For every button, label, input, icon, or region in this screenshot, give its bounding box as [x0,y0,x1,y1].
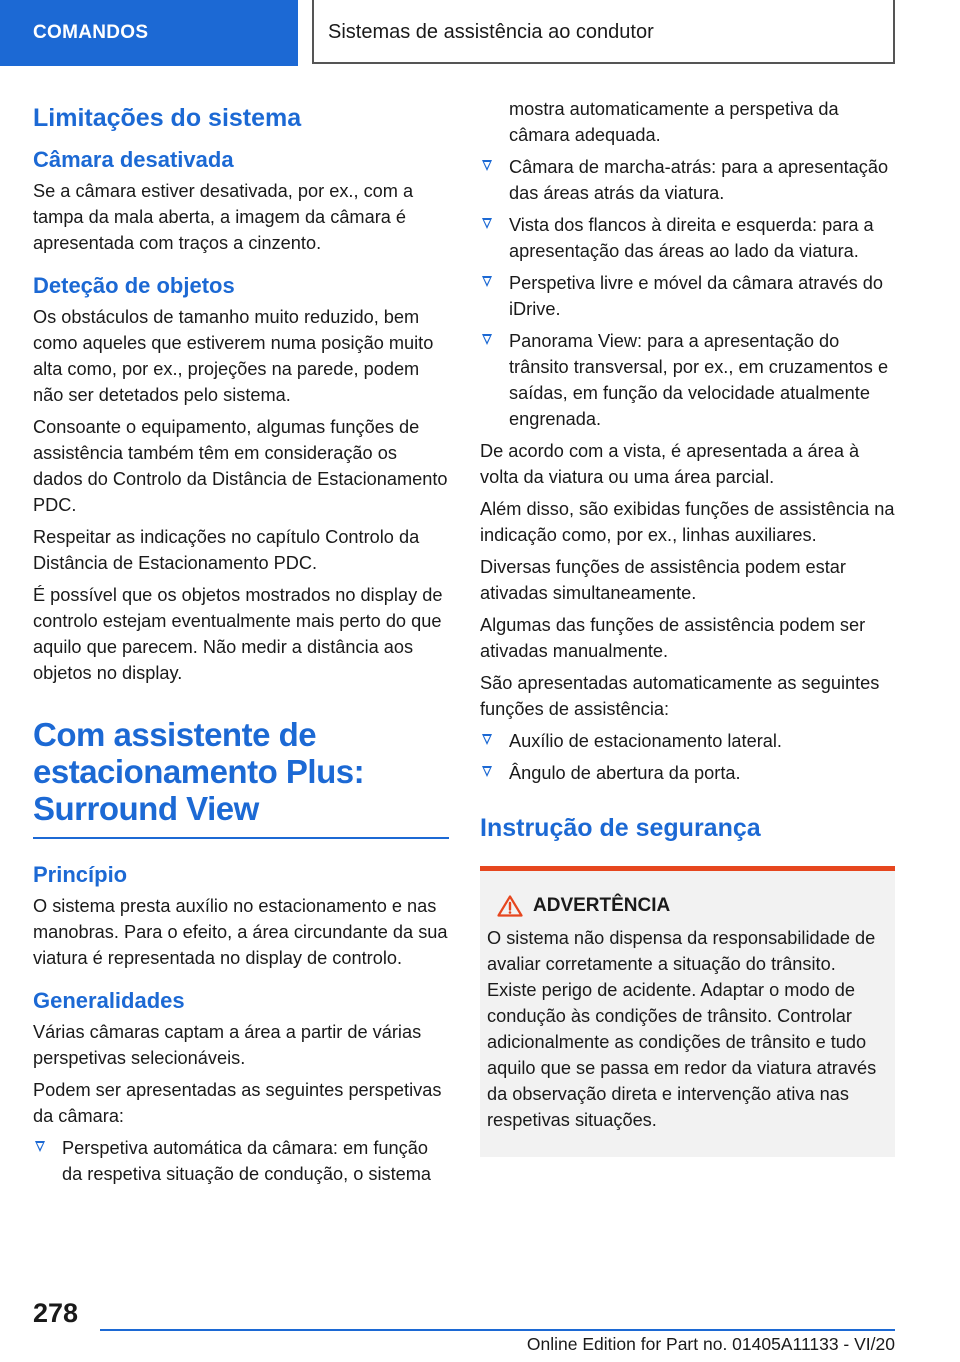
right-column [480,96,896,1157]
warning-triangle-icon [497,895,523,917]
paragraph: São apresentadas automaticamente as seguintes funções de assistência: [480,673,880,719]
paragraph: Se a câmara estiver desativada, por ex., com a tampa da mala aberta, a imagem da câmara é apresentada com traços a cinzento. [33,181,414,253]
bullet-list [480,728,896,786]
warning-header [487,893,887,919]
paragraph: Os obstáculos de tamanho muito reduzido, bem como aqueles que estiverem numa posição muito alta como, por ex., projeções na parede, podem não ser detetados pelo sistema. [33,307,434,405]
list-item-text: Auxílio de estacionamento lateral. [509,731,782,751]
list-item [480,728,896,754]
paragraph: De acordo com a vista, é apresentada a área à volta da viatura ou uma área parcial. [480,441,860,487]
heading-principio: Princípio [33,862,128,887]
list-item-text: Vista dos flancos à direita e esquerda: para a apresentação das áreas ao lado da viatura. [509,215,874,261]
triangle-bullet-icon [482,766,492,777]
bullet-list [33,1135,449,1187]
paragraph: Consoante o equipamento, algumas funções de assistência também têm em consideração os dados do Controlo da Distância de Estacionamento PDC. [33,417,448,515]
footer-divider [100,1329,895,1331]
list-item-continuation: mostra automaticamente a perspetiva da câmara adequada. [509,99,839,145]
list-item-text: Perspetiva automática da câmara: em função da respetiva situação de condução, o sistema [62,1138,432,1184]
paragraph: Além disso, são exibidas funções de assistência na indicação como, por ex., linhas auxiliares. [480,499,895,545]
triangle-bullet-icon [482,160,492,171]
list-item-text: Câmara de marcha-atrás: para a apresentação das áreas atrás da viatura. [509,157,889,203]
list-item [480,212,896,264]
triangle-bullet-icon [482,276,492,287]
triangle-bullet-icon [482,218,492,229]
list-item-text: Perspetiva livre e móvel da câmara através do iDrive. [509,273,884,319]
heading-surround-view: Com assistente de estacionamento Plus: Surround View [33,716,449,839]
heading-limitacoes: Limitações do sistema [33,104,302,132]
triangle-bullet-icon [482,734,492,745]
heading-camara-desativada: Câmara desativada [33,147,234,172]
list-item [480,270,896,322]
list-item-text: Ângulo de abertura da porta. [509,763,741,783]
warning-text: O sistema não dispensa da responsabilidade de avaliar corretamente a situação do trânsito. Existe perigo de acidente. Adaptar o modo de condução às condições de trânsito. Controlar adicionalmente as condições de trânsito e tudo aquilo que se passa em redor da viatura através da observação direta e intervenção ativa nas respetivas situações. [487,928,877,1130]
list-item [480,154,896,206]
list-item [480,760,896,786]
bullet-list [480,154,896,432]
triangle-bullet-icon [35,1141,45,1152]
heading-instrucao-seguranca: Instrução de segurança [480,814,761,842]
triangle-bullet-icon [482,334,492,345]
paragraph: Algumas das funções de assistência podem ser ativadas manualmente. [480,615,866,661]
paragraph: Várias câmaras captam a área a partir de várias perspetivas selecionáveis. [33,1022,422,1068]
page-number: 278 [33,1298,79,1328]
chapter-title: Sistemas de assistência ao condutor [312,0,895,64]
list-item-text: Panorama View: para a apresentação do trânsito transversal, por ex., em cruzamentos e saídas, em função da velocidade atualmente engrenada. [509,331,889,429]
list-item [33,1135,449,1187]
paragraph: Respeitar as indicações no capítulo Controlo da Distância de Estacionamento PDC. [33,527,420,573]
footer-edition: Online Edition for Part no. 01405A11133 - VI/20 [526,1334,895,1354]
paragraph: É possível que os objetos mostrados no display de controlo estejam eventualmente mais perto do que aquilo que parecem. Não medir a distância aos objetos no display. [33,585,443,683]
section-tab: COMANDOS [0,0,298,66]
left-column [33,96,449,1193]
paragraph: O sistema presta auxílio no estacionamento e nas manobras. Para o efeito, a área circundante da sua viatura é representada no display de controlo. [33,896,448,968]
heading-detecao-objetos: Deteção de objetos [33,273,235,298]
paragraph: Podem ser apresentadas as seguintes perspetivas da câmara: [33,1080,442,1126]
warning-box [480,866,895,1157]
warning-title: ADVERTÊNCIA [533,895,671,916]
list-item [480,328,896,432]
page-header [0,0,960,66]
paragraph: Diversas funções de assistência podem estar ativadas simultaneamente. [480,557,846,603]
heading-generalidades: Generalidades [33,988,185,1013]
